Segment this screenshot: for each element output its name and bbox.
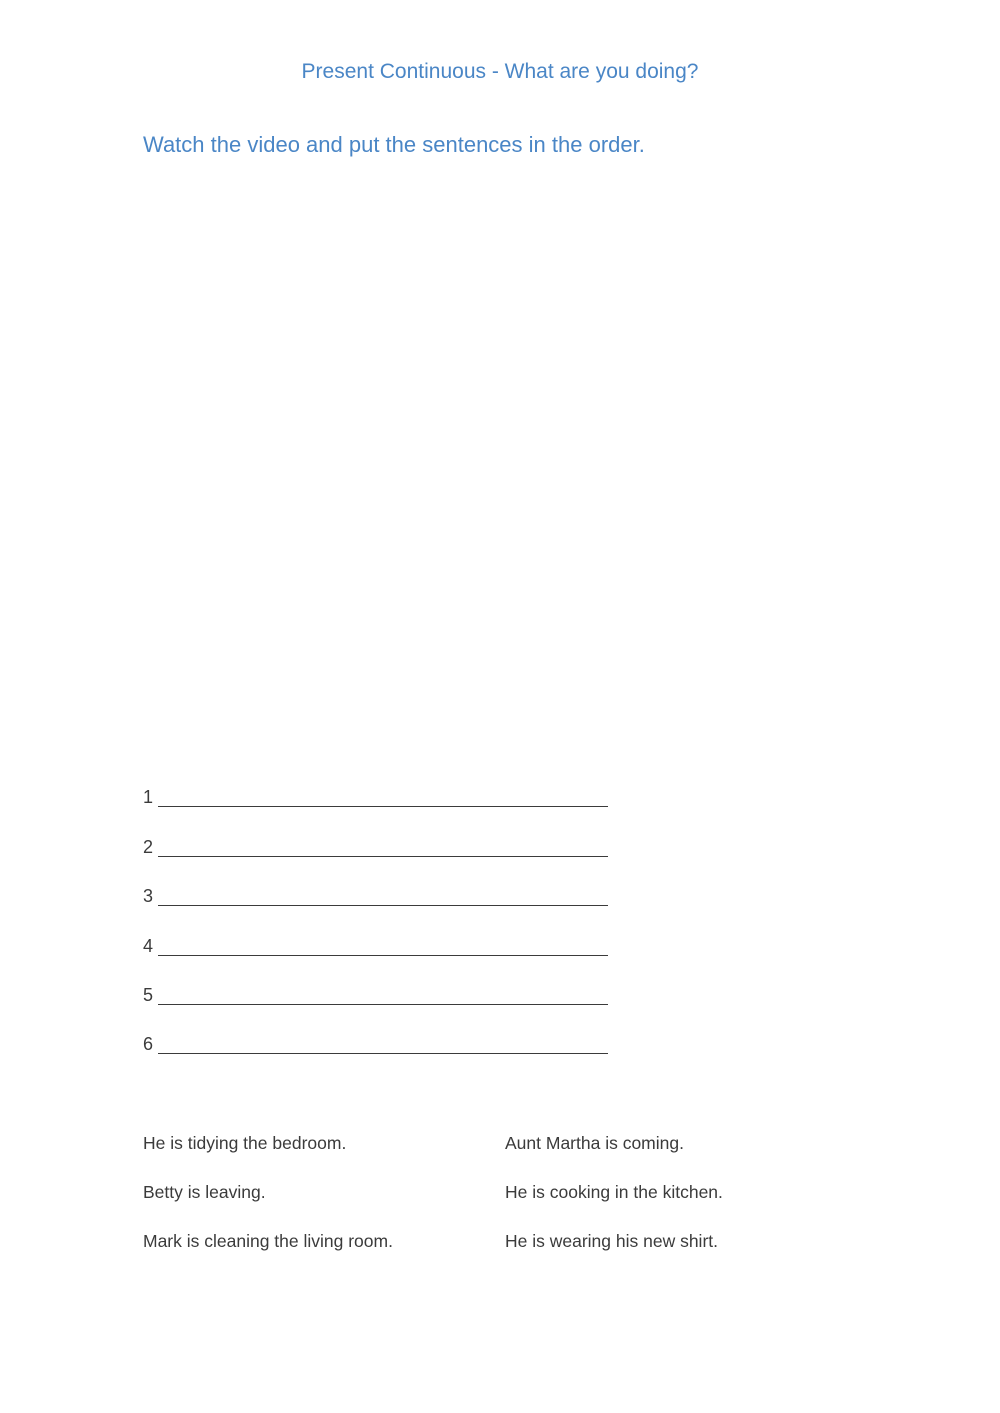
answer-number: 2 <box>143 836 154 857</box>
answer-blank[interactable] <box>158 832 608 857</box>
answer-line <box>143 811 623 860</box>
instruction-text: Watch the video and put the sentences in the order. <box>143 132 645 157</box>
sentence-item[interactable]: He is wearing his new shirt. <box>505 1231 718 1251</box>
answer-number: 5 <box>143 984 154 1005</box>
sentence-item[interactable]: He is tidying the bedroom. <box>143 1133 347 1153</box>
answer-line <box>143 861 623 910</box>
sentence-item[interactable]: Aunt Martha is coming. <box>505 1133 684 1153</box>
answer-number: 4 <box>143 935 154 956</box>
answer-line <box>143 762 623 811</box>
sentence-item[interactable]: Mark is cleaning the living room. <box>143 1231 393 1251</box>
answer-line <box>143 960 623 1009</box>
answer-line <box>143 1009 623 1058</box>
answer-number: 6 <box>143 1034 154 1055</box>
answer-list <box>143 762 623 1058</box>
sentence-bank <box>143 1132 863 1252</box>
answer-blank[interactable] <box>158 1029 608 1054</box>
video-placeholder[interactable] <box>143 190 857 730</box>
answer-blank[interactable] <box>158 980 608 1005</box>
page-title: Present Continuous - What are you doing? <box>301 60 699 83</box>
answer-line <box>143 910 623 959</box>
sentence-item[interactable]: Betty is leaving. <box>143 1182 266 1202</box>
sentence-item[interactable]: He is cooking in the kitchen. <box>505 1182 723 1202</box>
answer-blank[interactable] <box>158 931 608 956</box>
answer-number: 3 <box>143 886 154 907</box>
answer-number: 1 <box>143 787 154 808</box>
answer-blank[interactable] <box>158 782 608 807</box>
answer-blank[interactable] <box>158 881 608 906</box>
